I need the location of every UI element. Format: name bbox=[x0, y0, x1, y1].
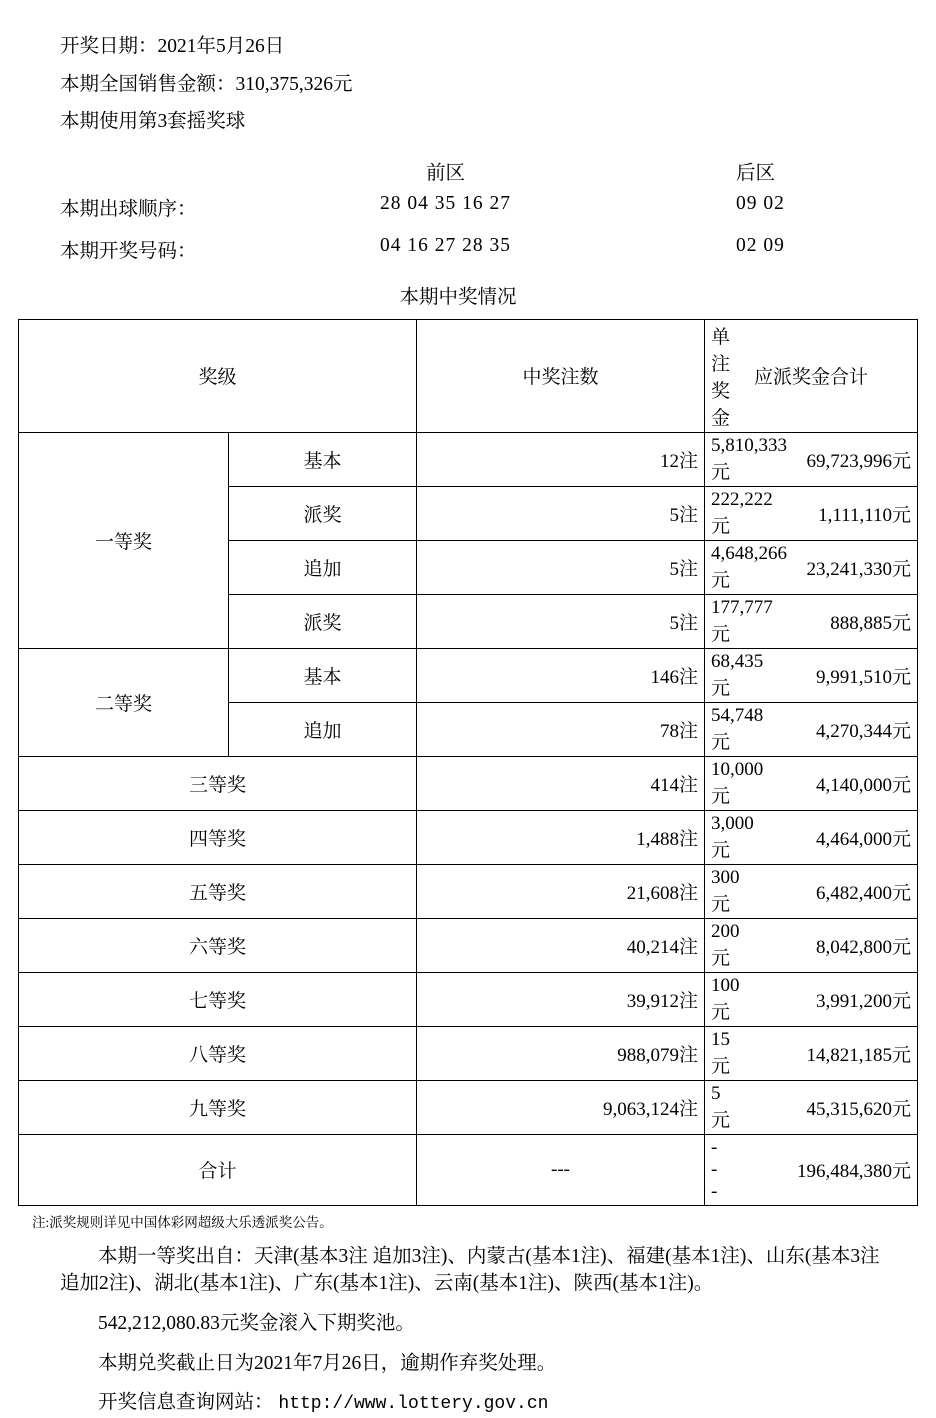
website-label: 开奖信息查询网站： bbox=[98, 1392, 274, 1414]
rollover-paragraph: 542,212,080.83元奖金滚入下期奖池。 bbox=[98, 1312, 415, 1334]
grade-cell: 二等奖 bbox=[19, 648, 229, 756]
sub-grade-cell: 基本 bbox=[229, 432, 417, 486]
website-paragraph bbox=[18, 1389, 918, 1418]
table-row: 三等奖 414注 10,000元 4,140,000元 bbox=[19, 756, 918, 810]
table-row: 九等奖 9,063,124注 5元 45,315,620元 bbox=[19, 1080, 918, 1134]
sub-grade-cell: 基本 bbox=[229, 648, 417, 702]
total-prize-cell: 45,315,620元 bbox=[705, 1080, 918, 1134]
sub-grade-cell: 追加 bbox=[229, 540, 417, 594]
table-row-total: 合计 --- --- 196,484,380元 bbox=[19, 1134, 918, 1205]
draw-numbers-front: 04 16 27 28 35 bbox=[380, 234, 511, 256]
draw-order-back-numbers: 09 02 bbox=[736, 192, 785, 214]
table-row: 二等奖 基本 146注 68,435元 9,991,510元 bbox=[19, 648, 918, 702]
table-row: 追加 5注 4,648,266元 23,241,330元 bbox=[19, 540, 918, 594]
count-cell: 1,488注 bbox=[417, 810, 705, 864]
total-prize-cell: 69,723,996元 bbox=[705, 432, 918, 486]
draw-order-label: 本期出球顺序： bbox=[60, 198, 197, 220]
table-row: 八等奖 988,079注 15元 14,821,185元 bbox=[19, 1026, 918, 1080]
deadline-paragraph: 本期兑奖截止日为2021年7月26日，逾期作弃奖处理。 bbox=[98, 1352, 557, 1374]
count-cell: 414注 bbox=[417, 756, 705, 810]
total-prize-cell: 8,042,800元 bbox=[705, 918, 918, 972]
count-cell: --- bbox=[417, 1134, 705, 1205]
grade-cell: 六等奖 bbox=[19, 918, 417, 972]
count-cell: 40,214注 bbox=[417, 918, 705, 972]
total-prize-cell: 4,270,344元 bbox=[705, 702, 918, 756]
back-zone-label: 后区 bbox=[736, 162, 776, 184]
total-prize-cell: 196,484,380元 bbox=[705, 1134, 918, 1205]
draw-numbers-label: 本期开奖号码： bbox=[60, 240, 197, 262]
table-row: 五等奖 21,608注 300元 6,482,400元 bbox=[19, 864, 918, 918]
front-zone-label: 前区 bbox=[426, 162, 466, 184]
total-prize-cell: 888,885元 bbox=[705, 594, 918, 648]
total-prize-cell: 1,111,110元 bbox=[705, 486, 918, 540]
grade-cell: 三等奖 bbox=[19, 756, 417, 810]
table-row: 四等奖 1,488注 3,000元 4,464,000元 bbox=[19, 810, 918, 864]
draw-numbers-row bbox=[18, 227, 918, 269]
count-cell: 5注 bbox=[417, 486, 705, 540]
count-cell: 78注 bbox=[417, 702, 705, 756]
count-cell: 9,063,124注 bbox=[417, 1080, 705, 1134]
grade-cell: 七等奖 bbox=[19, 972, 417, 1026]
total-prize-cell: 4,140,000元 bbox=[705, 756, 918, 810]
draw-order-front-numbers: 28 04 35 16 27 bbox=[380, 192, 511, 214]
count-cell: 12注 bbox=[417, 432, 705, 486]
grade-cell: 合计 bbox=[19, 1134, 417, 1205]
rule-note: 注:派奖规则详见中国体彩网超级大乐透派奖公告。 bbox=[32, 1214, 333, 1230]
count-cell: 988,079注 bbox=[417, 1026, 705, 1080]
total-prize-cell: 4,464,000元 bbox=[705, 810, 918, 864]
total-prize-cell: 6,482,400元 bbox=[705, 864, 918, 918]
table-row: 七等奖 39,912注 100元 3,991,200元 bbox=[19, 972, 918, 1026]
count-cell: 5注 bbox=[417, 540, 705, 594]
count-cell: 5注 bbox=[417, 594, 705, 648]
sub-grade-cell: 追加 bbox=[229, 702, 417, 756]
grade-cell: 五等奖 bbox=[19, 864, 417, 918]
sub-grade-cell: 派奖 bbox=[229, 486, 417, 540]
draw-numbers-back: 02 09 bbox=[736, 234, 785, 256]
grade-cell: 八等奖 bbox=[19, 1026, 417, 1080]
first-prize-origin-paragraph: 本期一等奖出自：天津(基本3注 追加3注)、内蒙古(基本1注)、福建(基本1注)、山东(基本3注 追加2注)、湖北(基本1注)、广东(基本1注)、云南(基本1注)、陕西(基本1注)。 bbox=[60, 1245, 880, 1295]
count-cell: 146注 bbox=[417, 648, 705, 702]
prize-table-title: 本期中奖情况 bbox=[399, 286, 517, 308]
grade-cell: 一等奖 bbox=[19, 432, 229, 648]
zone-header-row bbox=[18, 153, 918, 185]
prize-table bbox=[18, 319, 918, 1206]
table-row: 一等奖 基本 12注 5,810,333元 69,723,996元 bbox=[19, 432, 918, 486]
table-row: 派奖 5注 177,777元 888,885元 bbox=[19, 594, 918, 648]
column-header-total: 应派奖金合计 bbox=[705, 319, 918, 432]
total-prize-cell: 14,821,185元 bbox=[705, 1026, 918, 1080]
column-header-count: 中奖注数 bbox=[417, 319, 705, 432]
total-prize-cell: 3,991,200元 bbox=[705, 972, 918, 1026]
table-row: 派奖 5注 222,222元 1,111,110元 bbox=[19, 486, 918, 540]
draw-date-line: 开奖日期：2021年5月26日 bbox=[60, 36, 285, 57]
column-header-grade: 奖级 bbox=[19, 319, 417, 432]
total-prize-cell: 23,241,330元 bbox=[705, 540, 918, 594]
national-sales-line: 本期全国销售金额：310,375,326元 bbox=[60, 73, 353, 95]
grade-cell: 九等奖 bbox=[19, 1080, 417, 1134]
machine-set-line: 本期使用第3套摇奖球 bbox=[60, 111, 246, 132]
table-row: 追加 78注 54,748元 4,270,344元 bbox=[19, 702, 918, 756]
grade-cell: 四等奖 bbox=[19, 810, 417, 864]
total-prize-cell: 9,991,510元 bbox=[705, 648, 918, 702]
sub-grade-cell: 派奖 bbox=[229, 594, 417, 648]
website-url[interactable]: http://www.lottery.gov.cn bbox=[278, 1394, 549, 1415]
count-cell: 39,912注 bbox=[417, 972, 705, 1026]
table-row: 六等奖 40,214注 200元 8,042,800元 bbox=[19, 918, 918, 972]
table-header-row: 奖级 中奖注数 单注奖金 应派奖金合计 bbox=[19, 319, 918, 432]
draw-order-row bbox=[18, 185, 918, 227]
count-cell: 21,608注 bbox=[417, 864, 705, 918]
